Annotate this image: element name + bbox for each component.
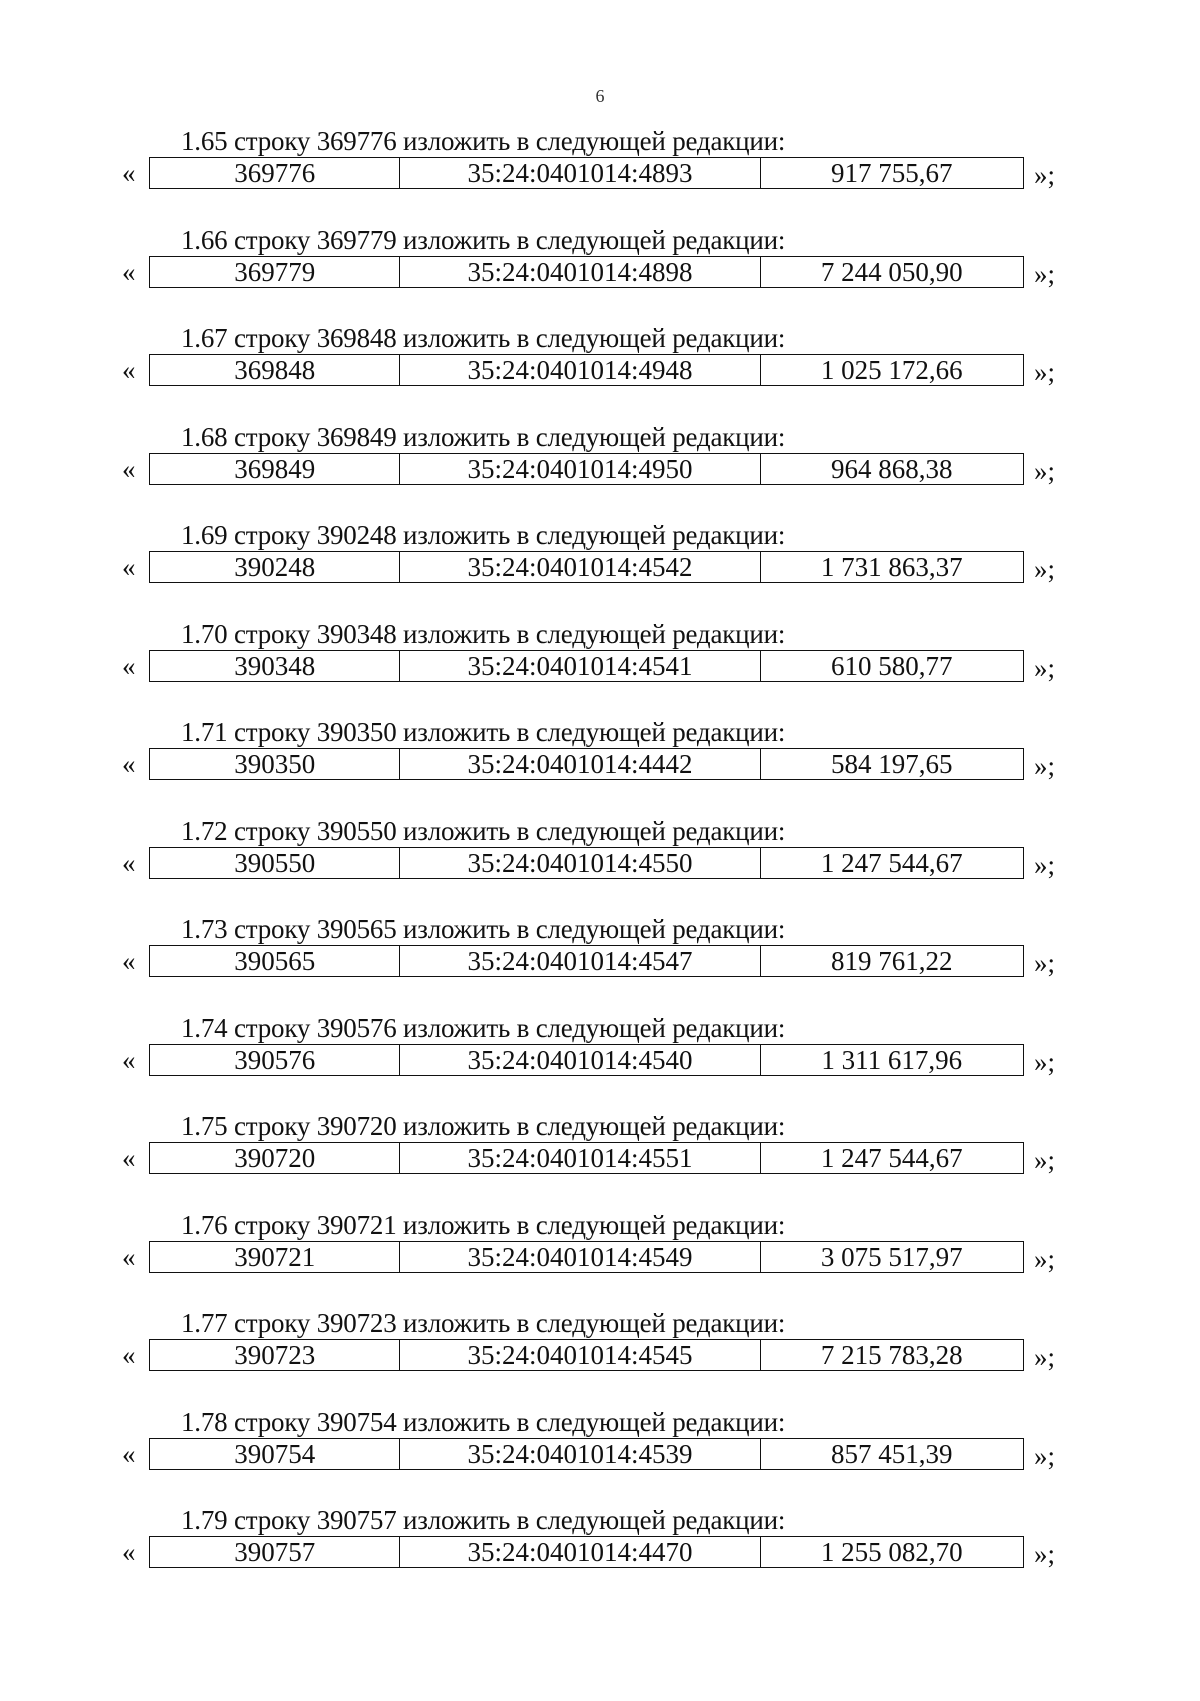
opening-quote: «: [122, 1438, 136, 1469]
cadastral-number-cell: 35:24:0401014:4542: [400, 552, 760, 582]
row-number-cell: 390721: [150, 1242, 400, 1272]
cadastral-number-cell: 35:24:0401014:4541: [400, 651, 760, 681]
amendment-heading: 1.67 строку 369848 изложить в следующей редакции:: [181, 323, 786, 353]
amendment-heading: 1.71 строку 390350 изложить в следующей редакции:: [181, 717, 786, 747]
row-table: [149, 354, 1024, 386]
row-number-cell: 390350: [150, 749, 400, 779]
row-table: [149, 157, 1024, 189]
amendment-row: [122, 1240, 1082, 1274]
amendment-heading: 1.65 строку 369776 изложить в следующей редакции:: [181, 126, 786, 156]
cadastral-number-cell: 35:24:0401014:4442: [400, 749, 760, 779]
opening-quote: «: [122, 552, 136, 582]
opening-quote: «: [122, 355, 136, 385]
amendment-heading: 1.68 строку 369849 изложить в следующей редакции:: [181, 421, 786, 452]
value-cell: 1 311 617,96: [821, 1044, 963, 1075]
cadastral-number-cell: 35:24:0401014:4549: [400, 1242, 760, 1272]
cadastral-number-cell: 35:24:0401014:4545: [400, 1340, 760, 1370]
amendment-row: [122, 156, 1082, 190]
row-number-cell: 390565: [150, 946, 400, 976]
amendment-item: [0, 126, 1200, 225]
amendment-item: [0, 717, 1200, 816]
row-table: [149, 551, 1024, 583]
value-cell: 917 755,67: [831, 158, 953, 188]
row-table: [149, 453, 1024, 485]
row-number-cell: 369849: [150, 454, 400, 484]
row-table: [149, 1339, 1024, 1371]
cadastral-number-cell: 35:24:0401014:4539: [400, 1439, 760, 1469]
row-table: [149, 1044, 1024, 1076]
amendment-heading: 1.66 строку 369779 изложить в следующей редакции:: [181, 224, 786, 255]
amendment-item: [0, 1505, 1200, 1604]
row-table: [149, 1438, 1024, 1470]
amendment-item: [0, 816, 1200, 915]
closing-quote: »;: [1034, 1440, 1056, 1471]
amendment-row: [122, 353, 1082, 387]
amendment-row: [122, 649, 1082, 683]
page-number: 6: [595, 86, 605, 106]
amendment-heading: 1.74 строку 390576 изложить в следующей редакции:: [181, 1012, 786, 1043]
row-number-cell: 390576: [150, 1045, 400, 1075]
opening-quote: «: [122, 158, 136, 188]
value-cell: 819 761,22: [831, 946, 953, 976]
amendment-item: [0, 1013, 1200, 1112]
amendment-heading: 1.79 строку 390757 изложить в следующей редакции:: [181, 1505, 786, 1535]
amendment-row: [122, 944, 1082, 978]
amendment-row: [122, 550, 1082, 584]
closing-quote: »;: [1034, 554, 1056, 584]
row-number-cell: 390550: [150, 848, 400, 878]
closing-quote: »;: [1034, 1342, 1056, 1372]
opening-quote: «: [122, 847, 136, 878]
amendment-heading: 1.78 строку 390754 изложить в следующей редакции:: [181, 1406, 786, 1437]
row-table: [149, 847, 1024, 879]
closing-quote: »;: [1034, 1539, 1056, 1569]
cadastral-number-cell: 35:24:0401014:4950: [400, 454, 760, 484]
value-cell: 3 075 517,97: [820, 1241, 963, 1272]
value-cell: 857 451,39: [831, 1438, 953, 1469]
row-number-cell: 390754: [150, 1439, 400, 1469]
opening-quote: «: [122, 1143, 136, 1173]
row-number-cell: 390757: [150, 1537, 400, 1567]
opening-quote: «: [122, 1241, 136, 1272]
amendment-list: [0, 126, 1200, 1604]
amendment-row: [122, 1535, 1082, 1569]
amendment-row: [122, 846, 1082, 880]
amendment-row: [122, 1338, 1082, 1372]
amendment-item: [0, 1210, 1200, 1309]
amendment-row: [122, 255, 1082, 289]
amendment-item: [0, 914, 1200, 1013]
value-cell: 610 580,77: [831, 650, 953, 681]
opening-quote: «: [122, 1044, 136, 1075]
value-cell: 584 197,65: [831, 749, 953, 779]
cadastral-number-cell: 35:24:0401014:4547: [400, 946, 760, 976]
row-number-cell: 369776: [150, 158, 400, 188]
amendment-row: [122, 1141, 1082, 1175]
value-cell: 1 247 544,67: [820, 847, 963, 878]
row-table: [149, 1142, 1024, 1174]
amendment-heading: 1.76 строку 390721 изложить в следующей редакции:: [181, 1209, 786, 1240]
cadastral-number-cell: 35:24:0401014:4551: [400, 1143, 760, 1173]
amendment-item: [0, 323, 1200, 422]
closing-quote: »;: [1034, 751, 1056, 781]
amendment-item: [0, 520, 1200, 619]
value-cell: 1 025 172,66: [820, 355, 963, 385]
row-table: [149, 1241, 1024, 1273]
closing-quote: »;: [1034, 160, 1056, 190]
row-number-cell: 369848: [150, 355, 400, 385]
value-cell: 7 244 050,90: [820, 256, 963, 287]
cadastral-number-cell: 35:24:0401014:4550: [400, 848, 760, 878]
amendment-heading: 1.75 строку 390720 изложить в следующей редакции:: [181, 1111, 786, 1141]
row-number-cell: 369779: [150, 257, 400, 287]
amendment-item: [0, 422, 1200, 521]
closing-quote: »;: [1034, 652, 1056, 683]
amendment-row: [122, 452, 1082, 486]
row-number-cell: 390348: [150, 651, 400, 681]
amendment-item: [0, 619, 1200, 718]
opening-quote: «: [122, 749, 136, 779]
opening-quote: «: [122, 1537, 136, 1567]
closing-quote: »;: [1034, 1046, 1056, 1077]
amendment-item: [0, 1111, 1200, 1210]
amendment-heading: 1.72 строку 390550 изложить в следующей редакции:: [181, 815, 786, 846]
amendment-item: [0, 1308, 1200, 1407]
value-cell: 7 215 783,28: [820, 1340, 963, 1370]
closing-quote: »;: [1034, 357, 1056, 387]
opening-quote: «: [122, 453, 136, 484]
value-cell: 1 731 863,37: [820, 552, 963, 582]
row-table: [149, 748, 1024, 780]
row-table: [149, 650, 1024, 682]
closing-quote: »;: [1034, 1243, 1056, 1274]
row-number-cell: 390720: [150, 1143, 400, 1173]
closing-quote: »;: [1034, 849, 1056, 880]
amendment-heading: 1.70 строку 390348 изложить в следующей редакции:: [181, 618, 786, 649]
amendment-item: [0, 225, 1200, 324]
closing-quote: »;: [1034, 948, 1056, 978]
opening-quote: «: [122, 1340, 136, 1370]
row-number-cell: 390723: [150, 1340, 400, 1370]
amendment-item: [0, 1407, 1200, 1506]
row-table: [149, 1536, 1024, 1568]
cadastral-number-cell: 35:24:0401014:4898: [400, 257, 760, 287]
amendment-row: [122, 1437, 1082, 1471]
value-cell: 1 255 082,70: [820, 1537, 963, 1567]
opening-quote: «: [122, 946, 136, 976]
opening-quote: «: [122, 256, 136, 287]
row-table: [149, 945, 1024, 977]
amendment-heading: 1.73 строку 390565 изложить в следующей редакции:: [181, 914, 786, 944]
row-table: [149, 256, 1024, 288]
amendment-row: [122, 1043, 1082, 1077]
value-cell: 1 247 544,67: [820, 1143, 963, 1173]
amendment-row: [122, 747, 1082, 781]
cadastral-number-cell: 35:24:0401014:4470: [400, 1537, 760, 1567]
amendment-heading: 1.69 строку 390248 изложить в следующей редакции:: [181, 520, 786, 550]
cadastral-number-cell: 35:24:0401014:4948: [400, 355, 760, 385]
closing-quote: »;: [1034, 455, 1056, 486]
amendment-heading: 1.77 строку 390723 изложить в следующей редакции:: [181, 1308, 786, 1338]
closing-quote: »;: [1034, 258, 1056, 289]
value-cell: 964 868,38: [831, 453, 953, 484]
cadastral-number-cell: 35:24:0401014:4893: [400, 158, 760, 188]
opening-quote: «: [122, 650, 136, 681]
row-number-cell: 390248: [150, 552, 400, 582]
closing-quote: »;: [1034, 1145, 1056, 1175]
cadastral-number-cell: 35:24:0401014:4540: [400, 1045, 760, 1075]
